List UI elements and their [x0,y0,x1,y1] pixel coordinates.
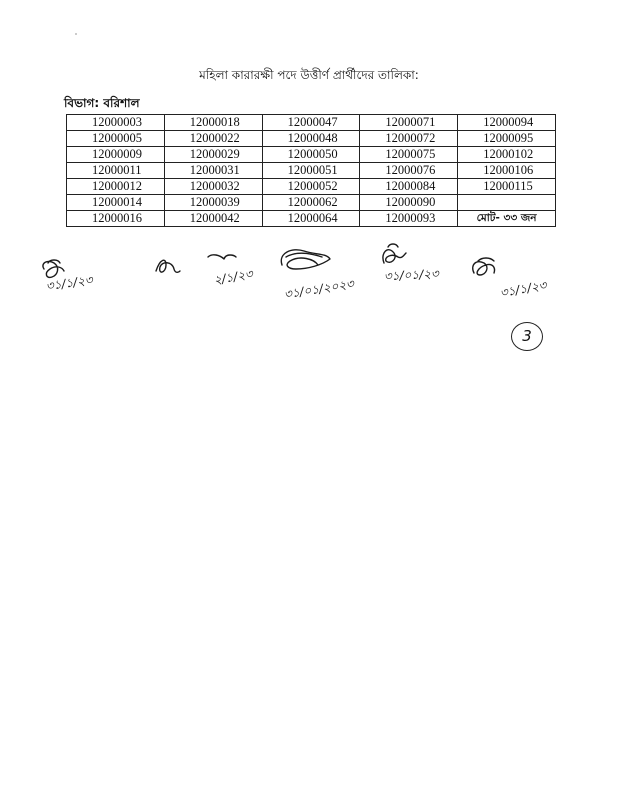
results-table-body [67,115,556,227]
table-row [67,131,556,147]
roll-number-cell: 12000095 [458,131,556,147]
roll-number-cell: 12000005 [67,131,165,147]
table-row [67,195,556,211]
roll-number-cell: 12000047 [262,115,360,131]
roll-number-cell: 12000042 [164,211,262,227]
signature-2-scribble [156,260,180,272]
signature-1-date: ৩১/১/২৩ [44,272,94,294]
roll-number-cell: 12000064 [262,211,360,227]
roll-number-cell: 12000011 [67,163,165,179]
roll-number-cell: 12000029 [164,147,262,163]
page-title: মহিলা কারারক্ষী পদে উত্তীর্ণ প্রার্থীদের তালিকা: [199,68,419,82]
signature-5-date: ৩১/১/২৩ [498,278,548,301]
roll-number-cell: 12000075 [360,147,458,163]
roll-number-cell: 12000072 [360,131,458,147]
roll-number-cell: 12000115 [458,179,556,195]
roll-number-cell: 12000094 [458,115,556,131]
signature-1-scribble [43,261,64,277]
table-row [67,115,556,131]
page-number-circle: 3 [511,322,543,351]
roll-number-cell: 12000090 [360,195,458,211]
roll-number-cell: 12000016 [67,211,165,227]
roll-number-cell: 12000050 [262,147,360,163]
signature-4-date: ৩১/০১/২৩ [383,266,440,284]
total-count-cell: মোট- ৩৩ জন [458,211,556,227]
table-row [67,147,556,163]
scan-speck [75,33,77,35]
roll-number-cell: 12000039 [164,195,262,211]
roll-number-cell: 12000012 [67,179,165,195]
table-row [67,179,556,195]
roll-number-cell: 12000022 [164,131,262,147]
roll-number-cell: 12000018 [164,115,262,131]
table-row [67,163,556,179]
roll-number-cell: 12000009 [67,147,165,163]
roll-number-cell: 12000093 [360,211,458,227]
signature-3-date: ৩১/০১/২০২৩ [283,276,355,302]
roll-number-cell: 12000014 [67,195,165,211]
roll-number-cell: 12000003 [67,115,165,131]
roll-number-cell: 12000062 [262,195,360,211]
roll-number-cell: 12000106 [458,163,556,179]
signature-2-date: ২/১/২৩ [212,266,254,288]
roll-number-cell: 12000084 [360,179,458,195]
roll-number-cell: 12000102 [458,147,556,163]
division-label: বিভাগ: বরিশাল [64,96,140,110]
roll-number-cell: 12000076 [360,163,458,179]
roll-number-cell: 12000051 [262,163,360,179]
roll-number-cell: 12000052 [262,179,360,195]
roll-number-cell: 12000031 [164,163,262,179]
table-row [67,211,556,227]
roll-number-cell: 12000071 [360,115,458,131]
results-table [66,114,556,227]
signature-5-scribble [473,262,495,275]
roll-number-cell: 12000048 [262,131,360,147]
roll-number-cell: 12000032 [164,179,262,195]
roll-number-cell [458,195,556,211]
signature-4-scribble [383,250,406,263]
